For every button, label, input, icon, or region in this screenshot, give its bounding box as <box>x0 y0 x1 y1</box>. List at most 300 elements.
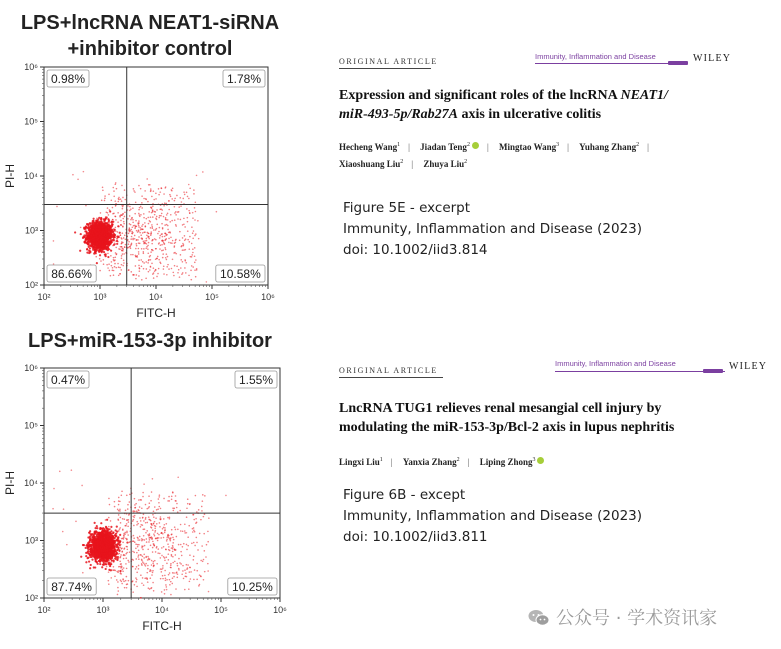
cell-point <box>141 545 143 547</box>
orcid-icon[interactable] <box>537 457 544 464</box>
cell-point <box>114 216 116 218</box>
cell-point <box>119 557 121 559</box>
cell-point <box>170 242 172 244</box>
cell-point <box>93 542 95 544</box>
cell-point <box>186 208 188 210</box>
cell-point <box>190 571 192 573</box>
cell-point <box>149 577 151 579</box>
cell-point <box>206 281 208 283</box>
cell-point <box>166 579 168 581</box>
cell-point <box>168 209 170 211</box>
cell-point <box>194 207 196 209</box>
cell-point <box>162 567 164 569</box>
cell-point <box>164 557 166 559</box>
cell-point <box>166 539 168 541</box>
cell-point <box>125 525 127 527</box>
cell-point <box>168 242 170 244</box>
cell-point <box>130 254 132 256</box>
cell-point <box>184 569 186 571</box>
cell-point <box>132 226 134 228</box>
cell-point <box>118 536 120 538</box>
cell-point <box>117 581 119 583</box>
cell-point <box>191 265 193 267</box>
cell-point <box>119 560 121 562</box>
cell-point <box>175 214 177 216</box>
cell-point <box>189 212 191 214</box>
cell-point <box>172 240 174 242</box>
cell-point <box>115 267 117 269</box>
cell-point <box>74 231 76 233</box>
cell-point <box>163 537 165 539</box>
cell-point <box>174 245 176 247</box>
cell-point <box>181 573 183 575</box>
cell-point <box>174 206 176 208</box>
cell-point <box>148 519 150 521</box>
cell-point <box>152 227 154 229</box>
cell-point <box>143 483 145 485</box>
cell-point <box>121 200 123 202</box>
cell-point <box>99 247 101 249</box>
cell-point <box>207 570 209 572</box>
cell-point <box>138 558 140 560</box>
cell-point <box>149 558 151 560</box>
cell-point <box>154 238 156 240</box>
cell-point <box>143 520 145 522</box>
cell-point <box>108 498 110 500</box>
cell-point <box>126 519 128 521</box>
cell-point <box>183 218 185 220</box>
cell-point <box>145 248 147 250</box>
cell-point <box>109 209 111 211</box>
cell-point <box>127 534 129 536</box>
cell-point <box>182 198 184 200</box>
cell-point <box>150 188 152 190</box>
cell-point <box>138 265 140 267</box>
cell-point <box>154 506 156 508</box>
cell-point <box>110 520 112 522</box>
cell-point <box>156 209 158 211</box>
cell-point <box>188 210 190 212</box>
cell-point <box>208 517 210 519</box>
cell-point <box>90 564 92 566</box>
cell-point <box>138 248 140 250</box>
cell-point <box>136 552 138 554</box>
cell-point <box>203 559 205 561</box>
cell-point <box>120 573 122 575</box>
cell-point <box>156 563 158 565</box>
cell-point <box>135 581 137 583</box>
cell-point <box>121 185 123 187</box>
cell-point <box>112 551 114 553</box>
cell-point <box>132 580 134 582</box>
cell-point <box>141 559 143 561</box>
cell-point <box>123 237 125 239</box>
cell-point <box>105 546 107 548</box>
flow-scatter-plot-1 <box>0 55 300 320</box>
cell-point <box>169 579 171 581</box>
cell-point <box>123 221 125 223</box>
cell-point <box>164 202 166 204</box>
cell-point <box>120 522 122 524</box>
cell-point <box>149 269 151 271</box>
cell-point <box>118 530 120 532</box>
cell-point <box>175 500 177 502</box>
cell-point <box>201 510 203 512</box>
cell-point <box>117 231 119 233</box>
cell-point <box>225 495 227 497</box>
cell-point <box>117 225 119 227</box>
cell-point <box>112 270 114 272</box>
cell-point <box>175 588 177 590</box>
cell-point <box>174 526 176 528</box>
cell-point <box>106 560 108 562</box>
cell-point <box>176 577 178 579</box>
cell-point <box>138 568 140 570</box>
cell-point <box>184 235 186 237</box>
cell-point <box>103 234 105 236</box>
cell-point <box>156 509 158 511</box>
cell-point <box>122 542 124 544</box>
cell-point <box>104 560 106 562</box>
cell-point <box>131 217 133 219</box>
cell-point <box>155 248 157 250</box>
plot-frame <box>44 67 268 285</box>
cell-point <box>153 267 155 269</box>
cell-point <box>138 185 140 187</box>
cell-point <box>111 222 113 224</box>
cell-point <box>168 496 170 498</box>
cell-point <box>109 540 111 542</box>
cell-point <box>92 550 94 552</box>
publisher-logo: WILEY <box>729 361 768 372</box>
cell-point <box>122 232 124 234</box>
cell-point <box>144 242 146 244</box>
cell-point <box>96 218 98 220</box>
cell-point <box>158 259 160 261</box>
cell-point <box>123 518 125 520</box>
cell-point <box>101 554 103 556</box>
cell-point <box>105 526 107 528</box>
cell-point <box>106 243 108 245</box>
cell-point <box>158 496 160 498</box>
cell-point <box>187 221 189 223</box>
cell-point <box>102 187 104 189</box>
cell-point <box>136 274 138 276</box>
cell-point <box>113 257 115 259</box>
x-tick-label: 10⁴ <box>149 292 163 302</box>
cell-point <box>164 527 166 529</box>
cell-point <box>175 242 177 244</box>
cell-point <box>201 506 203 508</box>
cell-point <box>177 476 179 478</box>
cell-point <box>120 579 122 581</box>
cell-point <box>110 530 112 532</box>
cell-point <box>134 498 136 500</box>
cell-point <box>166 274 168 276</box>
cell-point <box>148 541 150 543</box>
cell-point <box>128 241 130 243</box>
cell-point <box>126 576 128 578</box>
cell-point <box>131 243 133 245</box>
cell-point <box>148 495 150 497</box>
cell-point <box>100 212 102 214</box>
cell-point <box>108 538 110 540</box>
cell-point <box>195 518 197 520</box>
cell-point <box>93 556 95 558</box>
cell-point <box>138 226 140 228</box>
cell-point <box>120 554 122 556</box>
quadrant-label-upper-right: 1.55% <box>238 373 274 387</box>
cell-point <box>160 516 162 518</box>
cell-point <box>149 588 151 590</box>
cell-point <box>104 244 106 246</box>
cell-point <box>172 572 174 574</box>
cell-point <box>191 254 193 256</box>
cell-point <box>159 522 161 524</box>
cell-point <box>179 510 181 512</box>
cell-point <box>162 253 164 255</box>
cell-point <box>145 518 147 520</box>
cell-point <box>170 196 172 198</box>
x-tick-label: 10⁴ <box>155 605 169 615</box>
cell-point <box>152 551 154 553</box>
cell-point <box>158 506 160 508</box>
cell-point <box>141 582 143 584</box>
cell-point <box>162 257 164 259</box>
cell-point <box>177 565 179 567</box>
cell-point <box>141 225 143 227</box>
cell-point <box>85 555 87 557</box>
cell-point <box>156 276 158 278</box>
cell-point <box>139 214 141 216</box>
cell-point <box>165 249 167 251</box>
cell-point <box>105 223 107 225</box>
cell-point <box>109 545 111 547</box>
cell-point <box>157 548 159 550</box>
cell-point <box>189 504 191 506</box>
cell-point <box>103 251 105 253</box>
cell-point <box>100 233 102 235</box>
cell-point <box>171 555 173 557</box>
cell-point <box>134 191 136 193</box>
cell-point <box>143 248 145 250</box>
cell-point <box>143 262 145 264</box>
cell-point <box>192 514 194 516</box>
cell-point <box>147 568 149 570</box>
cell-point <box>182 570 184 572</box>
cell-point <box>196 542 198 544</box>
cell-point <box>137 556 139 558</box>
cell-point <box>116 540 118 542</box>
cell-point <box>163 193 165 195</box>
cell-point <box>147 217 149 219</box>
cell-point <box>187 503 189 505</box>
cell-point <box>112 245 114 247</box>
cell-point <box>140 597 142 599</box>
cell-point <box>171 189 173 191</box>
cell-point <box>170 565 172 567</box>
cell-point <box>143 584 145 586</box>
cell-point <box>133 535 135 537</box>
cell-point <box>151 560 153 562</box>
orcid-icon[interactable] <box>472 142 479 149</box>
cell-point <box>117 518 119 520</box>
cell-point <box>142 232 144 234</box>
cell-point <box>143 213 145 215</box>
cell-point <box>183 249 185 251</box>
cell-point <box>115 240 117 242</box>
cell-point <box>94 231 96 233</box>
cell-point <box>199 584 201 586</box>
cell-point <box>112 267 114 269</box>
cell-point <box>164 236 166 238</box>
cell-point <box>85 230 87 232</box>
cell-point <box>118 514 120 516</box>
paper-title-part-1: Expression and significant roles of the lncRNA <box>339 88 621 103</box>
cell-point <box>99 563 101 565</box>
cell-point <box>117 556 119 558</box>
paper-title-line: modulating the miR-153-3p/Bcl-2 axis in lupus nephritis <box>339 420 675 435</box>
cell-point <box>158 242 160 244</box>
cell-point <box>159 526 161 528</box>
cell-point <box>159 235 161 237</box>
cell-point <box>153 561 155 563</box>
cell-point <box>187 230 189 232</box>
cell-point <box>156 216 158 218</box>
journal-rule <box>555 371 725 372</box>
cell-point <box>163 242 165 244</box>
figure-caption-1 <box>343 198 642 261</box>
y-axis-label: PI-H <box>3 471 17 495</box>
cell-point <box>159 215 161 217</box>
cell-point <box>144 240 146 242</box>
cell-point <box>111 261 113 263</box>
y-tick-label: 10² <box>24 280 38 290</box>
cell-point <box>102 534 104 536</box>
cell-point <box>119 566 121 568</box>
cell-point <box>119 501 121 503</box>
cell-point <box>152 478 154 480</box>
author: Hecheng Wang$^1$ <box>339 142 401 152</box>
cell-point <box>110 561 112 563</box>
cell-point <box>166 589 168 591</box>
cell-point <box>95 246 97 248</box>
cell-point <box>126 584 128 586</box>
cell-point <box>135 226 137 228</box>
cell-point <box>129 246 131 248</box>
cell-point <box>144 539 146 541</box>
cell-point <box>80 227 82 229</box>
cell-point <box>114 575 116 577</box>
cell-point <box>143 535 145 537</box>
cell-point <box>135 543 137 545</box>
cell-point <box>134 584 136 586</box>
cell-point <box>126 587 128 589</box>
cell-point <box>176 507 178 509</box>
cell-point <box>193 579 195 581</box>
paper-title <box>339 399 744 437</box>
cell-point <box>170 537 172 539</box>
cell-point <box>128 269 130 271</box>
cell-point <box>155 526 157 528</box>
cell-point <box>170 214 172 216</box>
cell-point <box>113 550 115 552</box>
cell-point <box>137 523 139 525</box>
cell-point <box>164 532 166 534</box>
cell-point <box>138 224 140 226</box>
cell-point <box>151 224 153 226</box>
cell-point <box>180 544 182 546</box>
cell-point <box>117 572 119 574</box>
cell-point <box>173 576 175 578</box>
cell-point <box>85 547 87 549</box>
cell-point <box>85 561 87 563</box>
cell-point <box>111 220 113 222</box>
cell-point <box>166 259 168 261</box>
cell-point <box>146 538 148 540</box>
cell-point <box>188 275 190 277</box>
cell-point <box>103 241 105 243</box>
cell-point <box>118 540 120 542</box>
cell-point <box>183 223 185 225</box>
cell-point <box>176 563 178 565</box>
cell-point <box>142 524 144 526</box>
cell-point <box>178 558 180 560</box>
cell-point <box>115 247 117 249</box>
cell-point <box>114 183 116 185</box>
x-tick-label: 10³ <box>96 605 110 615</box>
cell-point <box>143 217 145 219</box>
cell-point <box>111 235 113 237</box>
cell-point <box>110 528 112 530</box>
caption-line: Figure 5E - excerpt <box>343 200 471 216</box>
cell-point <box>112 541 114 543</box>
wechat-icon <box>528 609 550 632</box>
cell-point <box>115 254 117 256</box>
cell-point <box>92 220 94 222</box>
cell-point <box>86 223 88 225</box>
cell-point <box>128 580 130 582</box>
cell-point <box>167 553 169 555</box>
cell-point <box>172 577 174 579</box>
cell-point <box>187 567 189 569</box>
cell-point <box>147 248 149 250</box>
cell-point <box>129 501 131 503</box>
cell-point <box>106 552 108 554</box>
cell-point <box>168 537 170 539</box>
cell-point <box>97 563 99 565</box>
cell-point <box>166 214 168 216</box>
cell-point <box>174 198 176 200</box>
journal-rule <box>535 63 685 64</box>
cell-point <box>161 188 163 190</box>
cell-point <box>90 234 92 236</box>
cell-point <box>163 546 165 548</box>
cell-point <box>138 259 140 261</box>
cell-point <box>122 226 124 228</box>
cell-point <box>130 247 132 249</box>
cell-point <box>101 530 103 532</box>
cell-point <box>106 534 108 536</box>
cell-point <box>150 234 152 236</box>
cell-point <box>107 256 109 258</box>
cell-point <box>204 571 206 573</box>
cell-point <box>116 188 118 190</box>
cell-point <box>118 497 120 499</box>
author: Lingxi Liu$^1$ <box>339 457 383 467</box>
cell-point <box>132 540 134 542</box>
cell-point <box>110 532 112 534</box>
